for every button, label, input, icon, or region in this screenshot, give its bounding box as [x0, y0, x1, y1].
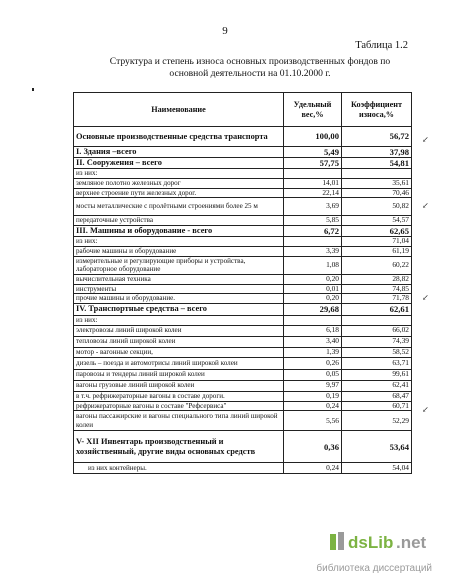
- row-weight-cell: 29,68: [284, 303, 342, 315]
- table-row: [74, 256, 412, 274]
- row-wear-cell: 71,78: [342, 294, 412, 304]
- row-name-cell: V- XII Инвентарь производственный и хозяйственный, другие виды основных средств: [74, 431, 284, 463]
- row-name-cell: вагоны пассажирские и вагоны специального типа линий широкой колеи: [74, 411, 284, 431]
- table-row: [74, 357, 412, 369]
- row-wear-cell: [342, 169, 412, 179]
- row-weight-cell: [284, 237, 342, 247]
- row-name-cell: II. Сооружения – всего: [74, 158, 284, 169]
- row-wear-cell: 58,52: [342, 347, 412, 357]
- row-name-cell: инструменты: [74, 284, 284, 294]
- row-weight-cell: 0,24: [284, 463, 342, 474]
- row-wear-cell: 28,82: [342, 274, 412, 284]
- row-wear-cell: 68,47: [342, 391, 412, 401]
- row-weight-cell: [284, 315, 342, 325]
- row-wear-cell: 54,57: [342, 216, 412, 226]
- table-row: [74, 246, 412, 256]
- svg-text:.net: .net: [396, 533, 427, 552]
- table-row: [74, 391, 412, 401]
- row-wear-cell: 63,71: [342, 357, 412, 369]
- document-title: [85, 56, 415, 80]
- row-weight-cell: 0,20: [284, 294, 342, 304]
- row-wear-cell: 62,65: [342, 226, 412, 237]
- row-name-cell: рефрижераторные вагоны в составе "Рефсервиса": [74, 401, 284, 411]
- table-label: Таблица 1.2: [355, 40, 408, 51]
- table-row: [74, 237, 412, 247]
- table-row: [74, 315, 412, 325]
- table-row: [74, 216, 412, 226]
- row-weight-cell: 3,39: [284, 246, 342, 256]
- table-row: [74, 284, 412, 294]
- row-wear-cell: 70,46: [342, 188, 412, 198]
- row-name-cell: из них:: [74, 237, 284, 247]
- table-row: [74, 380, 412, 391]
- table-section-row: [74, 147, 412, 158]
- table-body: [74, 127, 412, 474]
- watermark-caption: библиотека диссертаций: [316, 563, 432, 574]
- row-name-cell: электровозы линий широкой колеи: [74, 325, 284, 336]
- row-name-cell: IV. Транспортные средства – всего: [74, 303, 284, 315]
- table-row: [74, 169, 412, 179]
- table-row: [74, 369, 412, 380]
- row-name-cell: мосты металлические с пролётными строениями более 25 м: [74, 198, 284, 216]
- table-row: [74, 325, 412, 336]
- row-wear-cell: 52,29: [342, 411, 412, 431]
- table-section-row: [74, 226, 412, 237]
- table-row: [74, 463, 412, 474]
- table-row: [74, 188, 412, 198]
- table-row: [74, 336, 412, 347]
- row-wear-cell: 53,64: [342, 431, 412, 463]
- header-wear: Коэффициент износа,%: [342, 93, 412, 127]
- row-name-cell: мотор - вагонные секции,: [74, 347, 284, 357]
- row-wear-cell: 62,61: [342, 303, 412, 315]
- row-wear-cell: 74,39: [342, 336, 412, 347]
- row-weight-cell: 5,56: [284, 411, 342, 431]
- page-number: 9: [222, 25, 228, 37]
- row-wear-cell: 62,41: [342, 380, 412, 391]
- row-wear-cell: 37,98: [342, 147, 412, 158]
- margin-mark: ↙: [422, 293, 429, 302]
- row-weight-cell: 9,97: [284, 380, 342, 391]
- row-weight-cell: 6,18: [284, 325, 342, 336]
- row-weight-cell: 0,24: [284, 401, 342, 411]
- row-name-cell: из них контейнеры.: [74, 463, 284, 474]
- table-section-row: [74, 431, 412, 463]
- row-weight-cell: 14,01: [284, 178, 342, 188]
- row-weight-cell: 0,26: [284, 357, 342, 369]
- row-wear-cell: 61,19: [342, 246, 412, 256]
- row-name-cell: III. Машины и оборудование - всего: [74, 226, 284, 237]
- row-weight-cell: 0,19: [284, 391, 342, 401]
- title-line-2: основной деятельности на 01.10.2000 г.: [169, 68, 331, 79]
- row-weight-cell: 5,85: [284, 216, 342, 226]
- row-wear-cell: 60,22: [342, 256, 412, 274]
- book-icon: [330, 532, 344, 550]
- row-wear-cell: 60,71: [342, 401, 412, 411]
- row-weight-cell: 0,20: [284, 274, 342, 284]
- row-weight-cell: 6,72: [284, 226, 342, 237]
- table-section-row: [74, 127, 412, 147]
- row-wear-cell: 35,61: [342, 178, 412, 188]
- row-name-cell: прочие машины и оборудование.: [74, 294, 284, 304]
- row-weight-cell: 3,40: [284, 336, 342, 347]
- table-row: [74, 401, 412, 411]
- row-weight-cell: 0,01: [284, 284, 342, 294]
- row-wear-cell: 99,61: [342, 369, 412, 380]
- margin-mark: ↙: [422, 405, 429, 414]
- table-header-row: [74, 93, 412, 127]
- row-wear-cell: 66,02: [342, 325, 412, 336]
- table-section-row: [74, 303, 412, 315]
- row-name-cell: Основные производственные средства транспорта: [74, 127, 284, 147]
- row-name-cell: дизель – поезда и автомотрисы линий широкой колеи: [74, 357, 284, 369]
- row-wear-cell: 54,81: [342, 158, 412, 169]
- row-wear-cell: 71,04: [342, 237, 412, 247]
- svg-text:dsLib: dsLib: [348, 533, 394, 552]
- table-row: [74, 274, 412, 284]
- row-name-cell: в т.ч. рефрижераторные вагоны в составе дороги.: [74, 391, 284, 401]
- table-row: [74, 198, 412, 216]
- header-name: Наименование: [74, 93, 284, 127]
- row-wear-cell: 56,72: [342, 127, 412, 147]
- margin-mark: ↙: [422, 135, 429, 144]
- row-weight-cell: 1,08: [284, 256, 342, 274]
- row-weight-cell: 22,14: [284, 188, 342, 198]
- row-name-cell: из них:: [74, 315, 284, 325]
- row-name-cell: паровозы и тендеры линий широкой колеи: [74, 369, 284, 380]
- table-section-row: [74, 158, 412, 169]
- row-name-cell: верхнее строение пути железных дорог.: [74, 188, 284, 198]
- row-weight-cell: 1,39: [284, 347, 342, 357]
- row-wear-cell: 74,85: [342, 284, 412, 294]
- dslib-logo: [328, 528, 432, 556]
- row-wear-cell: [342, 315, 412, 325]
- row-weight-cell: 5,49: [284, 147, 342, 158]
- row-weight-cell: 0,36: [284, 431, 342, 463]
- wear-structure-table: [73, 92, 412, 474]
- row-name-cell: I. Здания –всего: [74, 147, 284, 158]
- row-wear-cell: 54,04: [342, 463, 412, 474]
- table-row: [74, 347, 412, 357]
- margin-dot: [32, 88, 34, 91]
- title-line-1: Структура и степень износа основных производственных фондов по: [109, 56, 391, 67]
- row-weight-cell: 57,75: [284, 158, 342, 169]
- row-name-cell: из них:: [74, 169, 284, 179]
- row-name-cell: вычислительная техника: [74, 274, 284, 284]
- row-name-cell: передаточные устройства: [74, 216, 284, 226]
- margin-mark: ↙: [422, 201, 429, 210]
- row-name-cell: рабочие машины и оборудование: [74, 246, 284, 256]
- table-row: [74, 294, 412, 304]
- row-weight-cell: [284, 169, 342, 179]
- table-row: [74, 411, 412, 431]
- row-wear-cell: 50,82: [342, 198, 412, 216]
- row-name-cell: измерительные и регулирующие приборы и устройства, лабораторное оборудование: [74, 256, 284, 274]
- row-weight-cell: 3,69: [284, 198, 342, 216]
- row-name-cell: тепловозы линий широкой колеи: [74, 336, 284, 347]
- row-name-cell: земляное полотно железных дорог: [74, 178, 284, 188]
- row-weight-cell: 0,05: [284, 369, 342, 380]
- row-weight-cell: 100,00: [284, 127, 342, 147]
- row-name-cell: вагоны грузовые линий широкой колеи: [74, 380, 284, 391]
- table-row: [74, 178, 412, 188]
- header-weight: Удельный вес,%: [284, 93, 342, 127]
